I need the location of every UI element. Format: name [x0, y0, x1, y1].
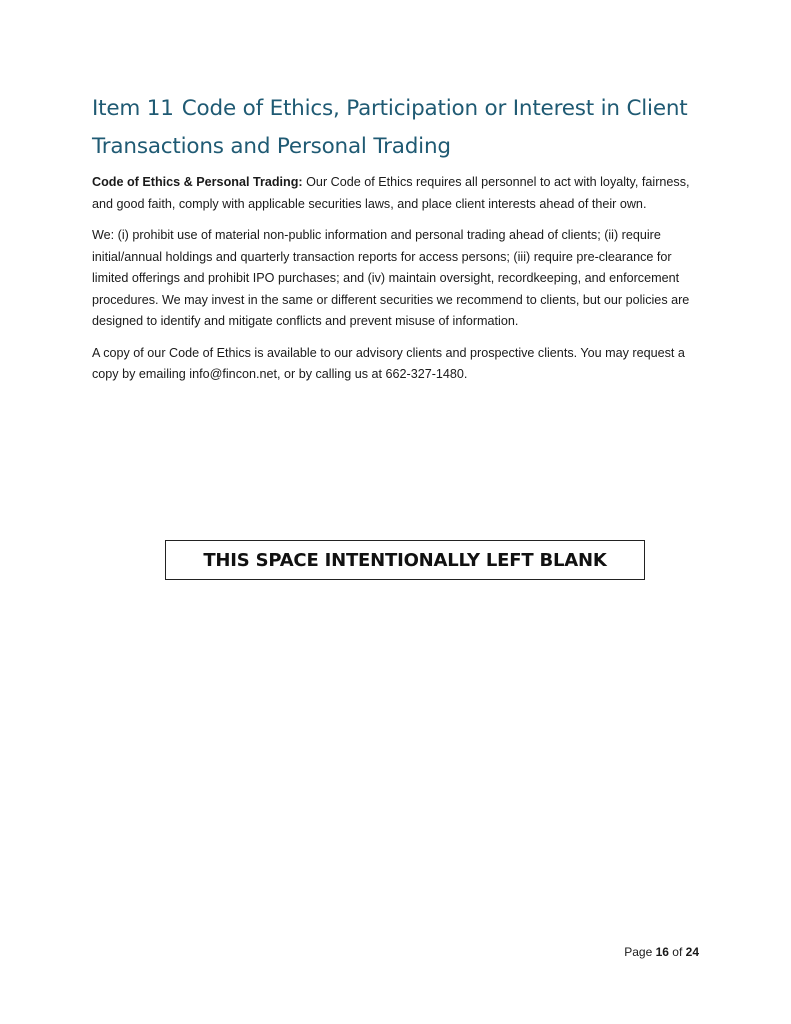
section-body	[92, 172, 707, 396]
paragraph-lead: Code of Ethics & Personal Trading:	[92, 175, 303, 189]
paragraph-code-of-ethics	[92, 172, 707, 215]
blank-notice-text: THIS SPACE INTENTIONALLY LEFT BLANK	[203, 549, 607, 571]
paragraph-copy-request: A copy of our Code of Ethics is available to our advisory clients and prospective clients. You may request a copy by emailing info@fincon.net, or by calling us at 662-327-1480.	[92, 345, 685, 381]
page-label: Page	[624, 945, 656, 959]
section-title: Code of Ethics, Participation or Interest in Client Transactions and Personal Trading	[92, 96, 688, 159]
blank-notice-box	[165, 540, 645, 580]
page-footer	[624, 945, 699, 959]
section-heading	[92, 90, 722, 166]
current-page-number: 16	[655, 945, 669, 959]
paragraph-text: Our Code of Ethics requires all personnel to act with loyalty, fairness, and good faith, comply with applicable securities laws, and place client interests ahead of their own.	[92, 175, 690, 211]
of-label: of	[668, 945, 686, 959]
item-number: Item 11	[92, 96, 174, 121]
total-pages-number: 24	[685, 945, 699, 959]
paragraph-policies: We: (i) prohibit use of material non-public information and personal trading ahead of clients; (ii) require initial/annual holdings and quarterly transaction reports for access persons; (iii) require pre-clearance for limited offerings and prohibit IPO purchases; and (iv) maintain oversight, recordkeeping, and enforcement procedures. We may invest in the same or different securities we recommend to clients, but our policies are designed to identify and mitigate conflicts and prevent misuse of information.	[92, 228, 690, 328]
